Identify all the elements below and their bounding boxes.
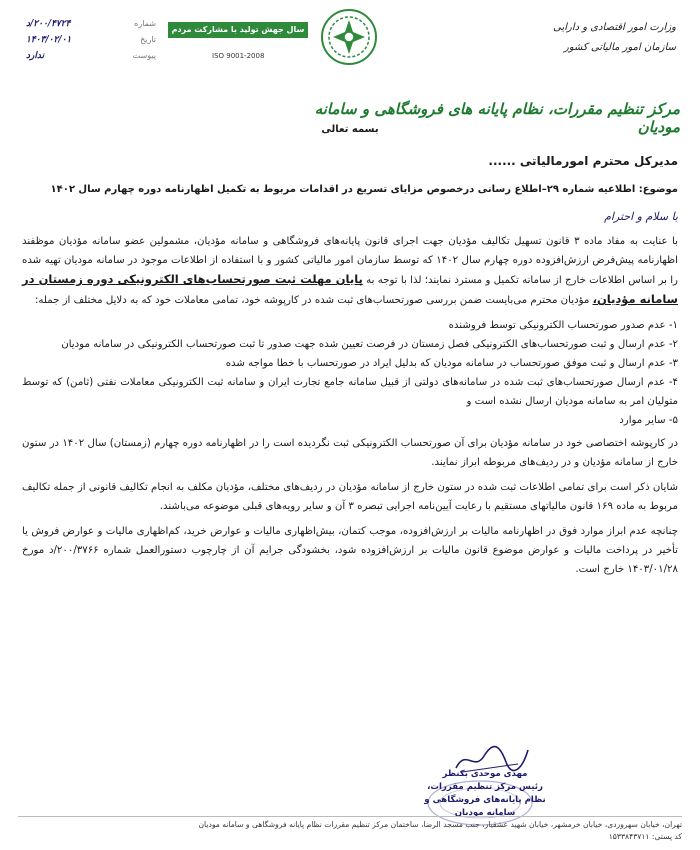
subject-line: موضوع: اطلاعیه شماره ۲۹–اطلاع رسانی درخصوص مزایای تسریع در اقدامات مربوط به تکمیل اظهارنامه دوره چهارم سال ۱۴۰۲ xyxy=(50,184,678,195)
paragraph-2: در کارپوشه اختصاصی خود در سامانه مؤدیان برای آن صورتحساب الکترونیکی ثبت نگردیده است را در اظهارنامه دوره چهارم (زمستان) سال ۱۴۰۲ در ستون خارج از سامانه مؤدیان و در ردیف‌های مربوطه ابراز نمایند. xyxy=(22,438,678,468)
list-item: ۱- عدم صدور صورتحساب الکترونیکی توسط فروشنده xyxy=(448,320,678,331)
signer-name: مهدی موحدی بکنظر xyxy=(442,769,528,779)
attachment-row xyxy=(26,48,156,64)
letter-meta xyxy=(26,16,156,64)
postal-code: کد پستی: ۱۵۳۳۸۴۳۷۱۱ xyxy=(608,832,682,841)
attachment-value: ندارد xyxy=(26,51,45,61)
letter-body xyxy=(22,232,678,585)
date-row xyxy=(26,32,156,48)
iran-emblem-icon xyxy=(320,8,378,66)
slogan-banner: سال جهش تولید با مشارکت مردم xyxy=(168,22,308,38)
number-value: ۲۰۰/۴۷۲۴/د xyxy=(26,19,71,29)
list-item: ۵- سایر موارد xyxy=(619,415,678,426)
paragraph-4: چنانچه عدم ابراز موارد فوق در اظهارنامه مالیات بر ارزش‌افزوده، موجب کتمان، بیش‌اظهاری مالیات و عوارض خرید، کم‌اظهاری مالیات و عوارض فروش یا تأخیر در پرداخت مالیات و عوارض موضوع قانون مالیات بر ارزش‌افزوده شود، بخشودگی جرایم آن از چارچوب دستورالعمل شماره ۲۰۰/۳۷۶۶/د مورخ ۱۴۰۳/۰۱/۲۸ خارج است. xyxy=(22,526,678,575)
address-text: تهران، خیابان سهروردی، خیابان خرمشهر، خیابان شهید عشقیار، جنب مسجد الرضا، ساختمان مرکز تنظیم مقررات نظام پایانه فروشگاهی و سامانه مودیان xyxy=(198,820,682,829)
ministry-line-1: وزارت امور اقتصادی و دارایی xyxy=(553,22,676,33)
signer-title-1: رئیس مرکز تنظیم مقررات، xyxy=(427,782,543,792)
paragraph-1 xyxy=(22,232,678,310)
attachment-label: پیوست xyxy=(132,51,156,60)
recipient: مدیرکل محترم امورمالیاتی ...... xyxy=(488,154,678,168)
date-value: ۱۴۰۳/۰۲/۰۱ xyxy=(26,35,72,45)
basmala: بسمه تعالی xyxy=(321,124,379,135)
footer-address xyxy=(18,816,682,843)
iso-label: ISO 9001-2008 xyxy=(212,52,265,60)
number-row xyxy=(26,16,156,32)
list-item: ۳- عدم ارسال و ثبت موفق صورتحساب در سامانه مودیان که بدلیل ایراد در صورتحساب با خطا مواجه شده xyxy=(225,358,678,369)
number-label: شماره xyxy=(134,19,156,28)
paragraph-1-highlight: پایان مهلت ثبت صورتحساب‌های الکترونیکی دوره زمستان در سامانه مؤدیان، xyxy=(22,272,678,306)
center-title: مرکز تنظیم مقررات، نظام پایانه های فروشگاهی و سامانه مودیان xyxy=(314,100,680,136)
list-item: ۲- عدم ارسال و ثبت صورتحساب‌های الکترونیکی فصل زمستان در فرصت تعیین شده جهت صدور تا ثبت صورتحساب الکترونیکی در سامانه مودیان xyxy=(61,339,678,350)
reasons-list xyxy=(22,316,678,430)
paragraph-1-start: با عنایت به مفاد ماده ۳ قانون تسهیل تکالیف مؤدیان جهت اجرای قانون پایانه‌های فروشگاهی و سامانه مؤدیان، مشمولین عضو سامانه مؤدیان موظفند اظهارنامه پیش‌فرض ارزش‌افزوده دوره چهارم سال ۱۴۰۲ که توسط سازمان امور مالیاتی کشور و با استفاده از اطلاعات موجود در سامانه مودیان تهیه شده را بر اساس اطلاعات خارج از سامانه تکمیل و مسترد نمایند؛ لذا با توجه به xyxy=(22,236,678,286)
ministry-line-2: سازمان امور مالیاتی کشور xyxy=(564,42,676,53)
paragraph-3: شایان ذکر است برای تمامی اطلاعات ثبت شده در ستون خارج از سامانه مؤدیان در ردیف‌های مختلف، مؤدیان مکلف به انجام تکالیف قانونی از جمله تکالیف مربوط به ماده ۱۶۹ قانون مالیاتهای مستقیم با رعایت آیین‌نامه اجرایی تبصره ۳ آن و سایر رویه‌های قبلی موضوعه می‌باشند. xyxy=(22,482,678,512)
ministry-header xyxy=(486,18,676,58)
paragraph-1-end: مؤدیان محترم می‌بایست ضمن بررسی صورتحساب‌های ثبت شده در کارپوشه خود، تمامی معاملات خود که به دلایل مختلف از جمله: xyxy=(34,295,590,306)
greeting: با سلام و احترام xyxy=(604,210,678,223)
signer-title-2: نظام پایانه‌های فروشگاهی و سامانه مودیان xyxy=(424,795,546,818)
list-item: ۴- عدم ارسال صورتحساب‌های ثبت شده در سامانه‌های دولتی از قبیل سامانه جامع تجارت ایران و سامانه ثبت الکترونیکی معاملات نفتی (ثامن) که توسط متولیان امر به سامانه مودیان ارسال نشده است و xyxy=(22,377,678,407)
signature-block xyxy=(410,768,560,820)
date-label: تاریخ xyxy=(140,35,156,44)
